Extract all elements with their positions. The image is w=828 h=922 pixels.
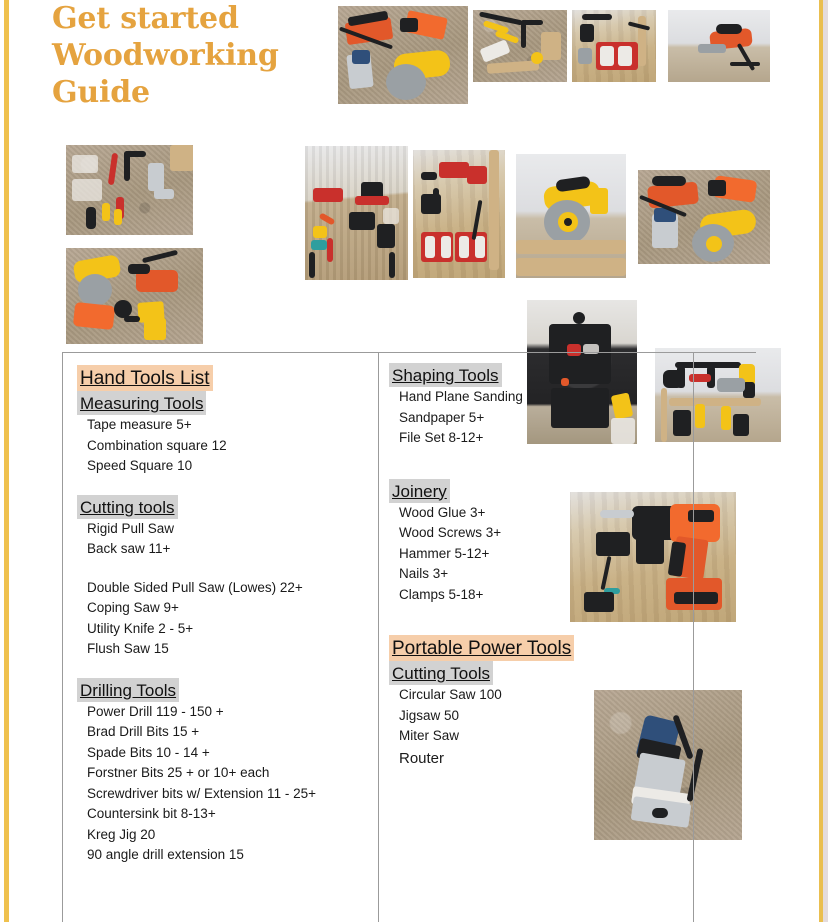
section-measuring-tools: [77, 391, 370, 477]
list-item: Kreg Jig 20: [87, 826, 156, 842]
heading-power-cutting-tools: Cutting Tools: [389, 661, 493, 685]
page-title-line-1: Get started: [52, 1, 239, 36]
list-item: Hand Plane Sanding: [399, 389, 523, 404]
heading-joinery: Joinery: [389, 479, 450, 503]
list-item: Screwdriver bits w/ Extension 11 - 25+: [87, 785, 316, 801]
section-shaping-tools: [389, 363, 685, 449]
section-power-cutting-tools: [389, 661, 685, 770]
photo-hand-tools-screwdrivers: [66, 145, 193, 235]
power-tools-column: [379, 353, 693, 770]
section-hand-tools-list: [77, 365, 370, 391]
list-item: Forstner Bits 25 + or 10+ each: [87, 765, 270, 780]
list-item: Tape measure 5+: [87, 417, 192, 432]
photo-workbench-overview: [305, 146, 408, 280]
list-item: Brad Drill Bits 15 +: [87, 724, 200, 739]
list-item: File Set 8-12+: [399, 430, 484, 445]
photo-cordless-tools-group: [66, 248, 203, 344]
heading-hand-tools-list: Hand Tools List: [77, 365, 213, 391]
section-portable-power-tools: [389, 635, 685, 661]
photo-jigsaw-circular-saw-router-top: [338, 6, 468, 104]
spacer: [77, 660, 370, 678]
page-right-padding: [823, 0, 828, 922]
list-item: Miter Saw: [399, 728, 460, 743]
spacer: [389, 449, 685, 479]
section-drilling-tools: [77, 678, 370, 866]
photo-dewalt-circular-saw-cut: [516, 154, 626, 278]
heading-portable-power-tools: Portable Power Tools: [389, 635, 574, 661]
list-item: Nails 3+: [399, 566, 449, 581]
spacer: [77, 560, 370, 578]
photo-bits-and-cases-bench: [413, 150, 505, 278]
list-item: Countersink bit 8-13+: [87, 806, 216, 821]
photo-orange-jigsaw-bench: [668, 10, 770, 82]
list-item: Flush Saw 15: [87, 641, 169, 656]
spacer: [77, 477, 370, 495]
list-item: Hammer 5-12+: [399, 545, 490, 561]
list-item: Jigsaw 50: [399, 707, 460, 723]
page-title-line-3: Guide: [52, 75, 150, 110]
page-title-line-2: Woodworking: [52, 38, 279, 73]
heading-cutting-tools: Cutting tools: [77, 495, 178, 519]
section-joinery: [389, 479, 685, 606]
list-item: Wood Glue 3+: [399, 504, 486, 520]
list-item: Speed Square 10: [87, 458, 193, 473]
section-cutting-tools-continued: [77, 578, 370, 660]
list-item: Back saw 11+: [87, 541, 171, 556]
list-item: 90 angle drill extension 15: [87, 847, 244, 862]
photo-clamps-squares-layout: [473, 10, 567, 82]
table-column-divider-2: [693, 353, 694, 922]
list-item: Utility Knife 2 - 5+: [87, 620, 194, 636]
page-left-border: [4, 0, 9, 922]
spacer: [389, 605, 685, 635]
list-item: Power Drill 119 - 150 +: [87, 703, 224, 719]
list-item: Rigid Pull Saw: [87, 520, 175, 536]
list-item: Double Sided Pull Saw (Lowes) 22+: [87, 579, 303, 595]
list-item: Sandpaper 5+: [399, 409, 485, 425]
section-cutting-tools: [77, 495, 370, 560]
photo-power-tools-carpet: [638, 170, 770, 264]
list-item: Clamps 5-18+: [399, 586, 484, 602]
list-item: Circular Saw 100: [399, 687, 502, 702]
list-item: Wood Screws 3+: [399, 525, 502, 540]
heading-drilling-tools: Drilling Tools: [77, 678, 179, 702]
hand-tools-column: [63, 353, 378, 866]
list-item: Coping Saw 9+: [87, 600, 179, 615]
heading-measuring-tools: Measuring Tools: [77, 391, 206, 415]
list-item: Router: [399, 749, 445, 767]
tools-table: [62, 352, 756, 922]
heading-shaping-tools: Shaping Tools: [389, 363, 502, 387]
photo-drill-bit-cases-workbench: [572, 10, 656, 82]
page-title: [52, 0, 352, 111]
list-item: Spade Bits 10 - 14 +: [87, 744, 210, 760]
list-item: Combination square 12: [87, 437, 227, 453]
